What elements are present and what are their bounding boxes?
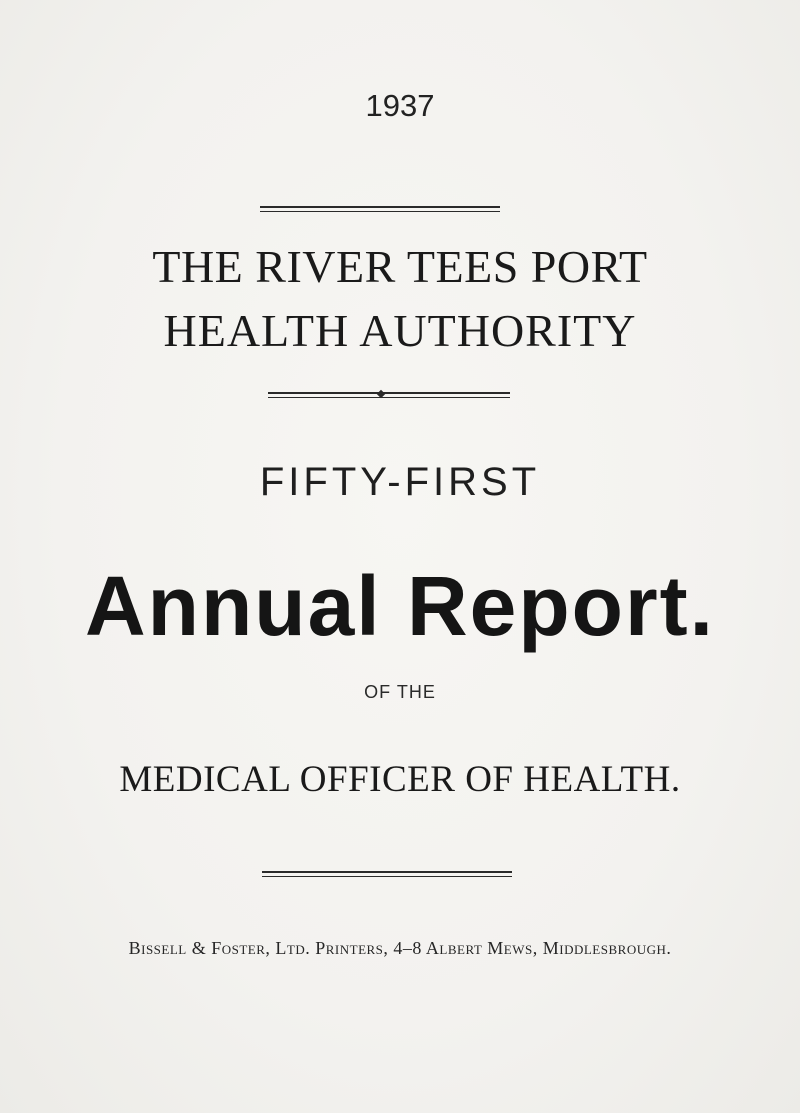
authority-title-line1: THE RIVER TEES PORT [152,241,648,292]
printer-imprint: Bissell & Foster, Ltd. Printers, 4–8 Albert Mews, Middlesbrough. [128,938,672,958]
report-title: Annual Report. [85,559,715,653]
double-rule-bottom [262,871,512,879]
double-rule-top [260,206,500,214]
double-rule-middle [268,392,510,400]
report-ordinal: FIFTY-FIRST [259,460,541,504]
of-the-label: OF THE [364,682,436,702]
authority-title-line2: HEALTH AUTHORITY [163,305,637,356]
officer-title: MEDICAL OFFICER OF HEALTH. [119,759,681,800]
publication-year: 1937 [365,88,435,123]
